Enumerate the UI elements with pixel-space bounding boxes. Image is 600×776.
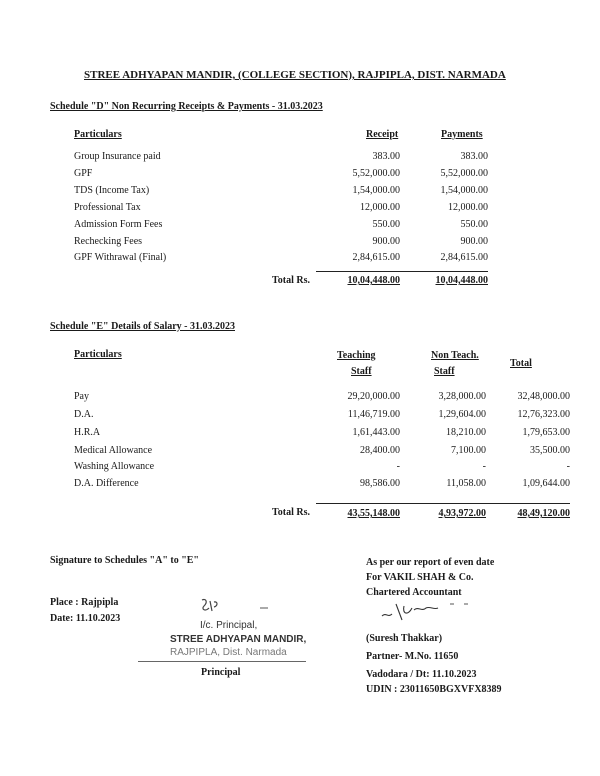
- row-payments: 12,000.00: [448, 202, 488, 213]
- row-total: 12,76,323.00: [517, 409, 570, 420]
- accountant-signature: [378, 598, 488, 624]
- row-total: 35,500.00: [530, 445, 570, 456]
- row-label: D.A.: [74, 409, 94, 420]
- report-line: As per our report of even date: [366, 557, 495, 568]
- schedule-d-col-receipt: Receipt: [366, 129, 399, 140]
- principal-label: Principal: [201, 667, 241, 678]
- row-nonteach: 1,29,604.00: [438, 409, 486, 420]
- row-teaching: 29,20,000.00: [347, 391, 400, 402]
- row-payments: 5,52,000.00: [440, 168, 488, 179]
- row-receipt: 1,54,000.00: [352, 185, 400, 196]
- row-nonteach: 11,058.00: [446, 478, 486, 489]
- schedule-d-total-rule: [316, 271, 488, 272]
- signatory-name: (Suresh Thakkar): [366, 633, 443, 644]
- row-teaching: 1,61,443.00: [352, 427, 400, 438]
- row-label: Washing Allowance: [74, 461, 155, 472]
- udin: UDIN : 23011650BGXVFX8389: [366, 684, 502, 695]
- schedule-e-col-nonteach-staff: Staff: [434, 366, 455, 377]
- row-total: 32,48,000.00: [517, 391, 570, 402]
- row-receipt: 383.00: [372, 151, 400, 162]
- row-label: H.R.A: [74, 427, 101, 438]
- row-receipt: 12,000.00: [360, 202, 400, 213]
- row-label: Admission Form Fees: [74, 219, 163, 230]
- row-payments: 550.00: [460, 219, 488, 230]
- vadodara-date: Vadodara / Dt: 11.10.2023: [366, 669, 477, 680]
- stamp-line-1: I/c. Principal,: [200, 620, 258, 631]
- row-payments: 383.00: [460, 151, 488, 162]
- row-receipt: 550.00: [372, 219, 400, 230]
- row-label: Professional Tax: [74, 202, 141, 213]
- firm-name: For VAKIL SHAH & Co.: [366, 572, 474, 583]
- schedule-d-total-label: Total Rs.: [272, 275, 310, 286]
- row-teaching: 11,46,719.00: [347, 409, 400, 420]
- date: Date: 11.10.2023: [50, 613, 121, 624]
- row-total: -: [566, 461, 570, 472]
- row-receipt: 2,84,615.00: [352, 252, 400, 263]
- partner-number: Partner- M.No. 11650: [366, 651, 459, 662]
- stamp-rule: [138, 661, 306, 662]
- schedule-e-col-nonteach: Non Teach.: [431, 350, 479, 361]
- schedule-d-col-particulars: Particulars: [74, 129, 122, 140]
- row-teaching: -: [396, 461, 400, 472]
- schedule-e-total-label: Total Rs.: [272, 507, 310, 518]
- row-total: 1,09,644.00: [522, 478, 570, 489]
- schedule-d-total-payments: 10,04,448.00: [435, 275, 488, 286]
- chartered-accountant: Chartered Accountant: [366, 587, 462, 598]
- signature-to-schedules: Signature to Schedules "A" to "E": [50, 555, 199, 566]
- row-label: Group Insurance paid: [74, 151, 161, 162]
- row-receipt: 5,52,000.00: [352, 168, 400, 179]
- row-receipt: 900.00: [372, 236, 400, 247]
- row-payments: 1,54,000.00: [440, 185, 488, 196]
- row-nonteach: 18,210.00: [446, 427, 486, 438]
- place: Place : Rajpipla: [50, 597, 119, 608]
- row-label: Medical Allowance: [74, 445, 153, 456]
- document-title: STREE ADHYAPAN MANDIR, (COLLEGE SECTION), RAJPIPLA, DIST. NARMADA: [84, 69, 506, 81]
- stamp-line-2: STREE ADHYAPAN MANDIR,: [170, 634, 307, 645]
- schedule-e-total-total: 48,49,120.00: [517, 508, 570, 519]
- row-label: TDS (Income Tax): [74, 185, 150, 196]
- row-total: 1,79,653.00: [522, 427, 570, 438]
- row-label: D.A. Difference: [74, 478, 139, 489]
- stamp-line-3: RAJPIPLA, Dist. Narmada: [170, 647, 287, 658]
- schedule-d-heading: Schedule "D" Non Recurring Receipts & Payments - 31.03.2023: [50, 101, 323, 112]
- schedule-e-col-particulars: Particulars: [74, 349, 122, 360]
- row-nonteach: -: [482, 461, 486, 472]
- row-payments: 900.00: [460, 236, 488, 247]
- schedule-e-col-total: Total: [510, 358, 532, 369]
- schedule-d-col-payments: Payments: [441, 129, 483, 140]
- schedule-d-total-receipt: 10,04,448.00: [347, 275, 400, 286]
- schedule-e-total-rule: [316, 503, 570, 504]
- row-payments: 2,84,615.00: [440, 252, 488, 263]
- principal-signature: [196, 596, 276, 616]
- row-nonteach: 3,28,000.00: [438, 391, 486, 402]
- row-label: Pay: [74, 391, 89, 402]
- schedule-e-total-teaching: 43,55,148.00: [347, 508, 400, 519]
- row-nonteach: 7,100.00: [451, 445, 486, 456]
- schedule-e-col-teaching: Teaching: [337, 350, 376, 361]
- row-label: GPF: [74, 168, 93, 179]
- row-label: Rechecking Fees: [74, 236, 143, 247]
- schedule-e-heading: Schedule "E" Details of Salary - 31.03.2023: [50, 321, 235, 332]
- row-teaching: 98,586.00: [360, 478, 400, 489]
- schedule-e-total-nonteach: 4,93,972.00: [438, 508, 486, 519]
- schedule-e-col-teaching-staff: Staff: [351, 366, 372, 377]
- row-label: GPF Withrawal (Final): [74, 252, 167, 263]
- row-teaching: 28,400.00: [360, 445, 400, 456]
